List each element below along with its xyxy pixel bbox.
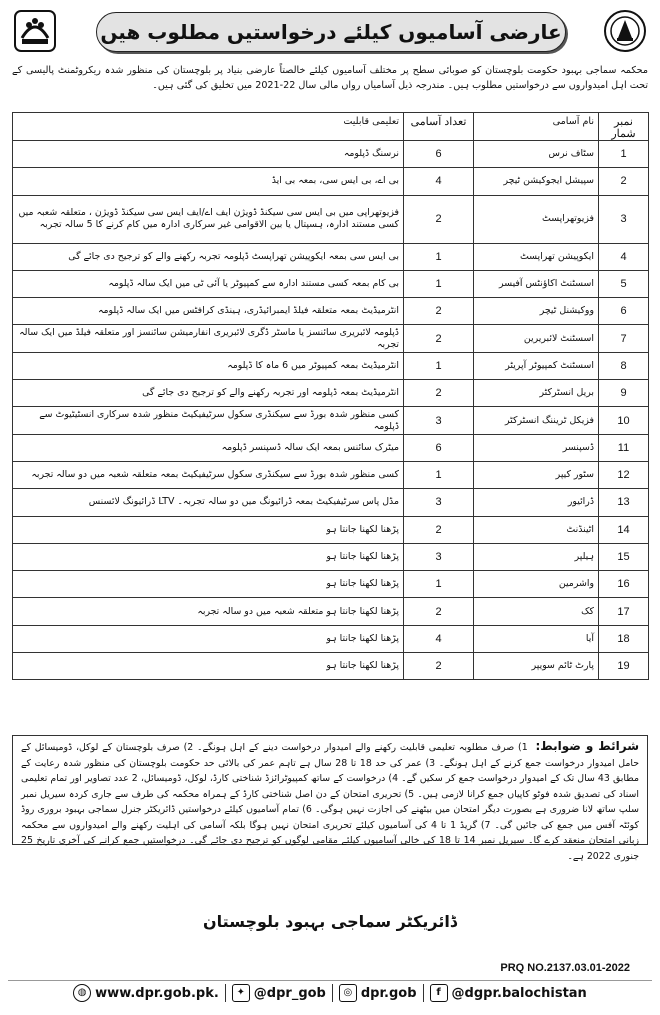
- serial-cell: 7: [599, 325, 649, 352]
- serial-cell: 17: [599, 598, 649, 625]
- header-serial: نمبر شمار: [599, 113, 649, 141]
- serial-cell: 14: [599, 516, 649, 543]
- serial-cell: 8: [599, 352, 649, 379]
- quantity-cell: 2: [404, 380, 474, 407]
- qualification-cell: کسی منظور شدہ بورڈ سے سیکنڈری سکول سرٹیفیکیٹ منظور شدہ سرکاری انسٹیٹیوٹ سے ڈپلومہ: [13, 407, 404, 434]
- qualification-cell: میٹرک سائنس بمعہ ایک سالہ ڈسپنسر ڈپلومہ: [13, 434, 404, 461]
- quantity-cell: 1: [404, 571, 474, 598]
- post-cell: ووکیشنل ٹیچر: [474, 298, 599, 325]
- post-cell: اسسٹنٹ اکاؤنٹس آفیسر: [474, 270, 599, 297]
- quantity-cell: 2: [404, 298, 474, 325]
- qualification-cell: پڑھنا لکھنا جانتا ہو متعلقہ شعبہ میں دو سالہ تجربہ: [13, 598, 404, 625]
- qualification-cell: بی کام بمعہ کسی مستند ادارہ سے کمپیوٹر یا آئی ٹی میں ایک سالہ ڈپلومہ: [13, 270, 404, 297]
- post-cell: پارٹ ٹائم سویپر: [474, 653, 599, 680]
- signature-title: ڈائریکٹر سماجی بہبود بلوچستان: [203, 912, 457, 931]
- page-title: عارضی آسامیوں کیلئے درخواستیں مطلوب ھیں: [96, 12, 566, 52]
- divider: [225, 984, 226, 1002]
- twitter-link[interactable]: [232, 984, 326, 1002]
- qualification-cell: بی اے، بی ایس سی، بمعہ بی ایڈ: [13, 168, 404, 195]
- quantity-cell: 4: [404, 625, 474, 652]
- terms-and-conditions: [12, 735, 648, 862]
- serial-cell: 2: [599, 168, 649, 195]
- table-row: [13, 325, 649, 352]
- post-cell: ڈرائیور: [474, 489, 599, 516]
- table-row: [13, 270, 649, 297]
- serial-cell: 13: [599, 489, 649, 516]
- vacancies-table: [12, 112, 649, 680]
- last-date: 25 جنوری 2022 ہے۔: [21, 835, 639, 862]
- post-cell: سٹور کیپر: [474, 461, 599, 488]
- qualification-cell: نرسنگ ڈپلومہ: [13, 141, 404, 168]
- serial-cell: 10: [599, 407, 649, 434]
- quantity-cell: 3: [404, 407, 474, 434]
- table-row: [13, 489, 649, 516]
- facebook-handle: @dgpr.balochistan: [451, 985, 587, 1001]
- serial-cell: 19: [599, 653, 649, 680]
- post-cell: فزیوتھراپسٹ: [474, 195, 599, 243]
- serial-cell: 6: [599, 298, 649, 325]
- quantity-cell: 2: [404, 598, 474, 625]
- serial-cell: 1: [599, 141, 649, 168]
- qualification-cell: مڈل پاس سرٹیفیکیٹ بمعہ ڈرائیونگ میں دو سالہ تجربہ۔ LTV ڈرائیونگ لائسنس: [13, 489, 404, 516]
- header-post: نام آسامی: [474, 113, 599, 141]
- qualification-cell: پڑھنا لکھنا جانتا ہو: [13, 571, 404, 598]
- terms-heading: شرائط و ضوابط:: [535, 739, 640, 753]
- table-row: [13, 380, 649, 407]
- qualification-cell: انٹرمیڈیٹ بمعہ متعلقہ فیلڈ ایمبرائیڈری، ہینڈی کرافٹس میں ایک سالہ ڈپلومہ: [13, 298, 404, 325]
- quantity-cell: 1: [404, 270, 474, 297]
- table-row: [13, 571, 649, 598]
- post-cell: سپیشل ایجوکیشن ٹیچر: [474, 168, 599, 195]
- serial-cell: 12: [599, 461, 649, 488]
- post-cell: ایکوپیشن تھراپسٹ: [474, 243, 599, 270]
- instagram-icon: ◎: [339, 984, 357, 1002]
- serial-cell: 16: [599, 571, 649, 598]
- post-cell: ڈسپنسر: [474, 434, 599, 461]
- table-row: [13, 407, 649, 434]
- twitter-handle: @dpr_gob: [253, 985, 326, 1001]
- table-row: [13, 168, 649, 195]
- qualification-cell: پڑھنا لکھنا جانتا ہو: [13, 516, 404, 543]
- department-logo-icon: [602, 8, 648, 54]
- facebook-link[interactable]: [430, 984, 587, 1002]
- prq-number: PRQ NO.2137.03.01-2022: [500, 962, 630, 974]
- header-quantity: تعداد آسامی: [404, 113, 474, 141]
- divider: [423, 984, 424, 1002]
- qualification-cell: پڑھنا لکھنا جانتا ہو: [13, 543, 404, 570]
- website-text: www.dpr.gob.pk.: [95, 985, 219, 1001]
- qualification-cell: پڑھنا لکھنا جانتا ہو: [13, 653, 404, 680]
- website-link[interactable]: [73, 984, 219, 1002]
- post-cell: اسسٹنٹ کمپیوٹر آپریٹر: [474, 352, 599, 379]
- table-row: [13, 195, 649, 243]
- serial-cell: 15: [599, 543, 649, 570]
- divider: [332, 984, 333, 1002]
- qualification-cell: پڑھنا لکھنا جانتا ہو: [13, 625, 404, 652]
- qualification-cell: کسی منظور شدہ بورڈ سے سیکنڈری سکول سرٹیفیکیٹ بمعہ متعلقہ شعبہ میں دو سالہ تجربہ: [13, 461, 404, 488]
- post-cell: بریل انسٹرکٹر: [474, 380, 599, 407]
- facebook-icon: f: [430, 984, 448, 1002]
- post-cell: فزیکل ٹریننگ انسٹرکٹر: [474, 407, 599, 434]
- table-row: [13, 434, 649, 461]
- quantity-cell: 4: [404, 168, 474, 195]
- table-header-row: [13, 113, 649, 141]
- post-cell: سٹاف نرس: [474, 141, 599, 168]
- qualification-cell: ڈپلومہ لائبریری سائنسز یا ماسٹر ڈگری لائبریری انفارمیشن سائنسز اور متعلقہ فیلڈ میں ایک سالہ تجربہ: [13, 325, 404, 352]
- header-qualification: تعلیمی قابلیت: [13, 113, 404, 141]
- serial-cell: 4: [599, 243, 649, 270]
- post-cell: اٹینڈنٹ: [474, 516, 599, 543]
- table-row: [13, 625, 649, 652]
- serial-cell: 9: [599, 380, 649, 407]
- qualification-cell: فزیوتھراپی میں بی ایس سی سیکنڈ ڈویژن ایف اے/ایف ایس سی سیکنڈ ڈویژن ، متعلقہ شعبہ میں کسی مستند ادارہ، ہسپتال یا بین الاقوامی غیر سرکاری ادارہ میں کام کرنے کا 5 سالہ تجربہ: [13, 195, 404, 243]
- table-row: [13, 141, 649, 168]
- quantity-cell: 3: [404, 489, 474, 516]
- post-cell: ہیلپر: [474, 543, 599, 570]
- table-row: [13, 543, 649, 570]
- post-cell: واشرمین: [474, 571, 599, 598]
- qualification-cell: انٹرمیڈیٹ بمعہ ڈپلومہ اور تجربہ رکھنے والے کو ترجیح دی جائے گی: [13, 380, 404, 407]
- instagram-handle: dpr.gob: [360, 985, 417, 1001]
- serial-cell: 18: [599, 625, 649, 652]
- quantity-cell: 1: [404, 352, 474, 379]
- government-emblem-icon: [12, 8, 58, 54]
- table-row: [13, 516, 649, 543]
- table-row: [13, 243, 649, 270]
- post-cell: آیا: [474, 625, 599, 652]
- quantity-cell: 2: [404, 653, 474, 680]
- post-cell: کک: [474, 598, 599, 625]
- serial-cell: 11: [599, 434, 649, 461]
- header: [8, 6, 652, 58]
- instagram-link[interactable]: [339, 984, 417, 1002]
- footer-links: [8, 980, 652, 1005]
- serial-cell: 5: [599, 270, 649, 297]
- qualification-cell: بی ایس سی بمعہ ایکوپیشن تھراپسٹ ڈپلومہ تجربہ رکھنے والے کو ترجیح دی جائے گی: [13, 243, 404, 270]
- quantity-cell: 2: [404, 325, 474, 352]
- qualification-cell: انٹرمیڈیٹ بمعہ کمپیوٹر میں 6 ماہ کا ڈپلومہ: [13, 352, 404, 379]
- quantity-cell: 2: [404, 195, 474, 243]
- intro-text: محکمہ سماجی بہبود حکومت بلوچستان کو صوبائی سطح پر مختلف آسامیوں کیلئے خالصتاً عارضی بنیاد پر بلوچستان کی منظور شدہ ریکروٹمنٹ پالیسی کے تحت اہل امیدواروں سے درخواستیں مطلوب ہیں۔ مندرجہ ذیل آسامیاں رواں مالی سال 22-2021 میں تخلیق کی گئی ہیں۔: [12, 65, 648, 91]
- quantity-cell: 6: [404, 434, 474, 461]
- quantity-cell: 1: [404, 461, 474, 488]
- post-cell: اسسٹنٹ لائبریرین: [474, 325, 599, 352]
- serial-cell: 3: [599, 195, 649, 243]
- quantity-cell: 3: [404, 543, 474, 570]
- quantity-cell: 1: [404, 243, 474, 270]
- table-row: [13, 653, 649, 680]
- table-row: [13, 298, 649, 325]
- table-row: [13, 598, 649, 625]
- table-row: [13, 352, 649, 379]
- twitter-icon: ✦: [232, 984, 250, 1002]
- quantity-cell: 6: [404, 141, 474, 168]
- globe-icon: ◍: [73, 984, 91, 1002]
- table-row: [13, 461, 649, 488]
- terms-body: 1) صرف مطلوبہ تعلیمی قابلیت رکھنے والے امیدوار درخواست دینے کے اہل ہونگے۔ 2) صرف بلوچستان کے لوکل، ڈومیسائل کے حامل امیدوار درخواست جمع کرنے کے اہل ہونگے۔ 3) عمر کی حد 18 تا 28 سال ہے تاہم عمر کی بالائی حد حکومت بلوچستان کی منظور شدہ رعایت کے مطابق 43 سال تک کے امیدوار درخواست جمع کر سکیں گے۔ 4) درخواست کے ساتھ کمپیوٹرائزڈ شناختی کارڈ، لوکل، ڈومیسائل، 2 عدد تصاویر اور تمام تعلیمی اسناد کی تصدیق شدہ فوٹو کاپیاں جمع کرانا لازمی ہیں۔ 5) تحریری امتحان کے دن اصل شناختی کارڈ کے ہمراہ محکمہ کی طرف سے جاری کردہ سیریل نمبر سلپ ساتھ لانا ضروری ہے بصورت دیگر امتحان میں بیٹھنے کی اجازت نہیں ہوگی۔ 6) تمام آسامیوں کیلئے درخواستیں ڈائریکٹر جنرل سماجی بہبود بروری روڈ کوئٹہ آفس میں جمع کی جائیں گی۔ 7) گریڈ 1 تا 4 کی آسامیوں کیلئے تحریری امتحان نہیں ہوگا بلکہ آسامی کی اہلیت رکھنے والے امیدواروں سے محکمہ زبانی امتحان منعقد کرے گا۔ سیریل نمبر 14 تا 18 کی خالی آسامیوں کیلئے مقامی لوگوں کو ترجیح دی جائے گی۔ درخواستیں جمع کرانے کی آخری تاریخ: [21, 742, 639, 846]
- quantity-cell: 2: [404, 516, 474, 543]
